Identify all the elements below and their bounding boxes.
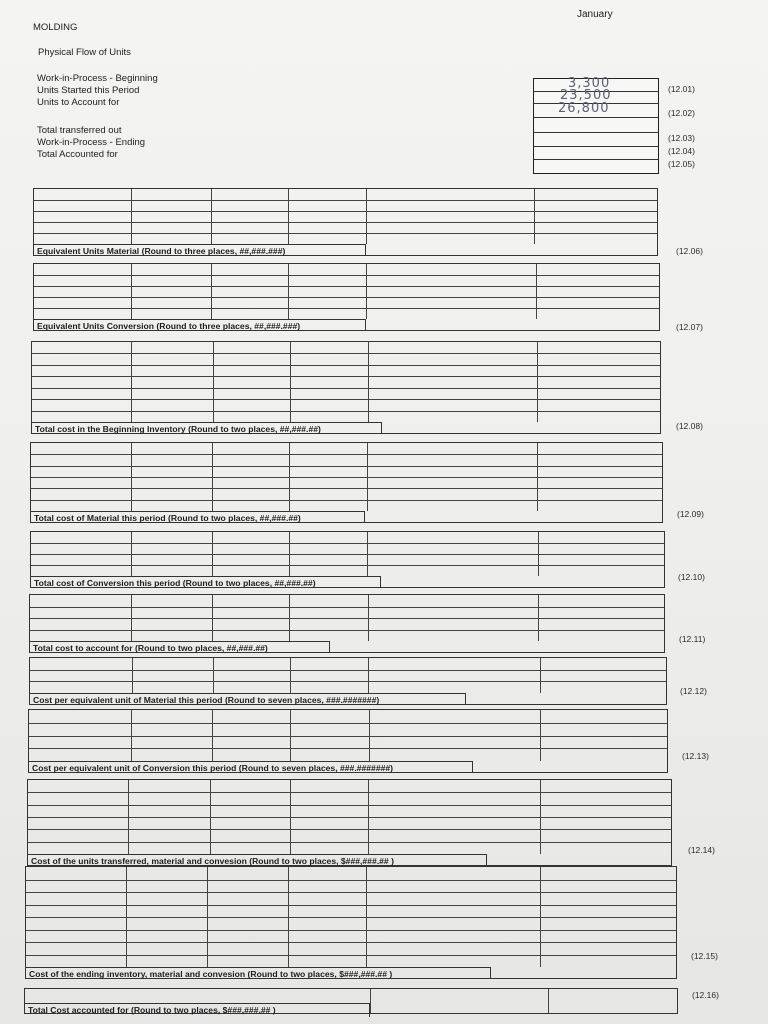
section-caption-6: Total cost to account for (Round to two places, ##,###.##) (30, 641, 330, 652)
section-caption-1: Equivalent Units Material (Round to three places, ##,###.###) (34, 244, 366, 255)
month-label: January (577, 9, 613, 20)
ref-12-01: (12.01) (668, 84, 695, 94)
section-ref-2: (12.07) (676, 322, 703, 332)
ref-12-03: (12.03) (668, 133, 695, 143)
flow-line-units-started: Units Started this Period (37, 85, 140, 96)
handwritten-units-to-account: 26,800 (558, 101, 610, 116)
section-caption-10: Cost of the ending inventory, material and convesion (Round to two places, $###,###.## ) (26, 967, 491, 978)
section-ref-11: (12.16) (692, 990, 719, 1000)
section-caption-7: Cost per equivalent unit of Material this period (Round to seven places, ###.#######) (30, 693, 466, 704)
section-caption-4: Total cost of Material this period (Round to two places, ##,###.##) (31, 511, 365, 522)
answer-grid-10[interactable] (25, 866, 677, 979)
section-ref-1: (12.06) (676, 246, 703, 256)
answer-grid-1[interactable] (33, 188, 658, 256)
section-ref-3: (12.08) (676, 421, 703, 431)
ref-12-05: (12.05) (668, 159, 695, 169)
handwritten-units-started: 23,500 (560, 88, 612, 103)
ref-12-04: (12.04) (668, 146, 695, 156)
section-ref-8: (12.13) (682, 751, 709, 761)
flow-line-total-accounted: Total Accounted for (37, 149, 118, 160)
handwritten-wip-beginning: 3,300 (568, 76, 611, 91)
section-ref-6: (12.11) (679, 634, 706, 644)
flow-line-transferred-out: Total transferred out (37, 125, 122, 136)
section-caption-9: Cost of the units transferred, material and convesion (Round to two places, $###,###.## ) (28, 854, 487, 865)
section-ref-10: (12.15) (691, 951, 718, 961)
answer-grid-4[interactable] (30, 442, 663, 523)
section-caption-2: Equivalent Units Conversion (Round to three places, ##,###.###) (34, 319, 366, 330)
answer-grid-6[interactable] (29, 594, 665, 653)
flow-answer-box[interactable] (533, 78, 659, 174)
flow-line-units-to-account: Units to Account for (37, 97, 120, 108)
department-label: MOLDING (33, 22, 78, 33)
section-ref-4: (12.09) (677, 509, 704, 519)
section-caption-3: Total cost in the Beginning Inventory (Round to two places, ##,###.##) (32, 422, 382, 433)
section-caption-5: Total cost of Conversion this period (Round to two places, ##,###.##) (31, 576, 381, 587)
flow-title: Physical Flow of Units (38, 47, 131, 58)
flow-line-wip-ending: Work-in-Process - Ending (37, 137, 146, 148)
answer-grid-11[interactable] (24, 988, 678, 1014)
answer-grid-2[interactable] (33, 263, 660, 331)
section-ref-5: (12.10) (678, 572, 705, 582)
answer-grid-8[interactable] (28, 709, 668, 773)
answer-grid-3[interactable] (31, 341, 661, 434)
section-caption-11: Total Cost accounted for (Round to two places, $###,###.## ) (25, 1003, 370, 1017)
section-caption-8: Cost per equivalent unit of Conversion this period (Round to seven places, ###.#######) (29, 761, 473, 772)
ref-12-02: (12.02) (668, 108, 695, 118)
section-ref-9: (12.14) (688, 845, 715, 855)
answer-grid-9[interactable] (27, 779, 672, 866)
answer-grid-7[interactable] (29, 657, 667, 705)
answer-grid-5[interactable] (30, 531, 665, 588)
flow-line-wip-beginning: Work-in-Process - Beginning (37, 73, 158, 84)
section-ref-7: (12.12) (680, 686, 707, 696)
